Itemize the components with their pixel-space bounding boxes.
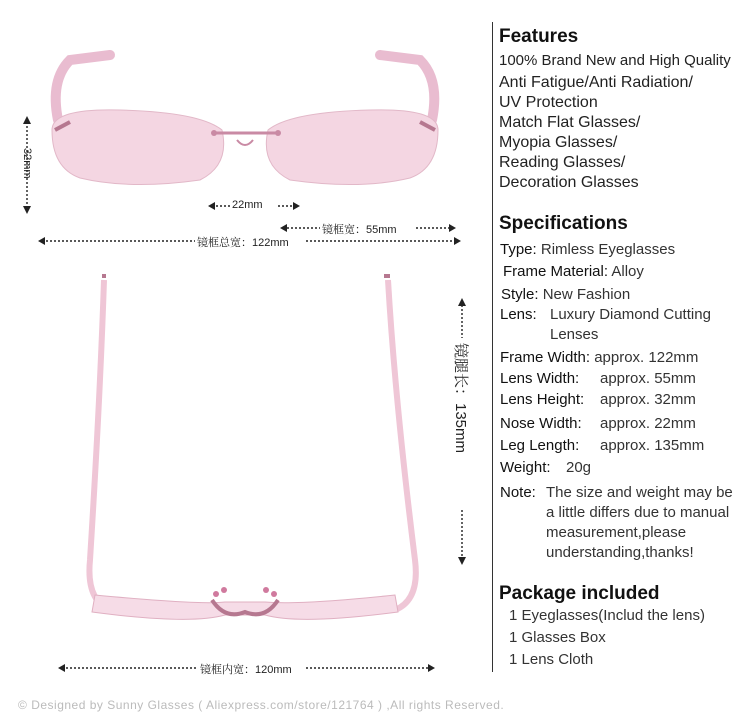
feature-line: Reading Glasses/ — [499, 154, 626, 171]
copyright-icon: © — [18, 698, 28, 712]
frame-width-label: 镜框总宽：122mm — [197, 237, 289, 249]
copyright-footer: © Designed by Sunny Glasses ( Aliexpress.com/store/121764 ) ,All rights Reserved. — [18, 698, 505, 712]
spec-lens: Lens: Luxury Diamond Cutting — [500, 306, 711, 323]
feature-line: Myopia Glasses/ — [499, 134, 618, 151]
spec-frame-width: Frame Width: approx. 122mm — [500, 349, 699, 366]
specifications-title: Specifications — [499, 213, 628, 234]
lens-height-label: 32mm — [21, 148, 33, 179]
spec-weight: Weight: 20g — [500, 459, 592, 476]
feature-line: Decoration Glasses — [499, 174, 639, 191]
feature-line: Match Flat Glasses/ — [499, 114, 641, 131]
spec-note-cont: understanding,thanks! — [546, 544, 694, 561]
spec-nose-width: Nose Width: approx. 22mm — [500, 415, 696, 432]
leg-length-label: 镜腿长：135mm — [452, 343, 469, 454]
feature-line: 100% Brand New and High Quality — [499, 52, 731, 69]
column-divider — [492, 22, 493, 672]
features-title: Features — [499, 26, 579, 47]
spec-lens-width: Lens Width: approx. 55mm — [500, 370, 696, 387]
nose-width-label: 22mm — [232, 199, 263, 211]
feature-line: UV Protection — [499, 94, 598, 111]
package-item: 1 Glasses Box — [509, 629, 606, 646]
spec-lens-cont: Lenses — [550, 326, 599, 343]
package-title: Package included — [499, 583, 660, 604]
feature-line: Anti Fatigue/Anti Radiation/ — [499, 74, 693, 91]
spec-material: Frame Material: Alloy — [503, 263, 644, 280]
package-item: 1 Lens Cloth — [509, 651, 594, 668]
lens-width-label: 镜框宽：55mm — [322, 224, 397, 236]
spec-lens-height: Lens Height: approx. 32mm — [500, 391, 696, 408]
spec-style: Style: New Fashion — [501, 286, 631, 303]
package-item: 1 Eyeglasses(Includ the lens) — [509, 607, 705, 624]
spec-type: Type: Rimless Eyeglasses — [500, 241, 676, 258]
inner-width-label: 镜框内宽：120mm — [200, 664, 292, 676]
spec-note: Note: The size and weight may be — [500, 484, 733, 501]
spec-note-cont: a little differs due to manual — [546, 504, 730, 521]
spec-note-cont: measurement,please — [546, 524, 687, 541]
spec-leg-length: Leg Length: approx. 135mm — [500, 437, 705, 454]
